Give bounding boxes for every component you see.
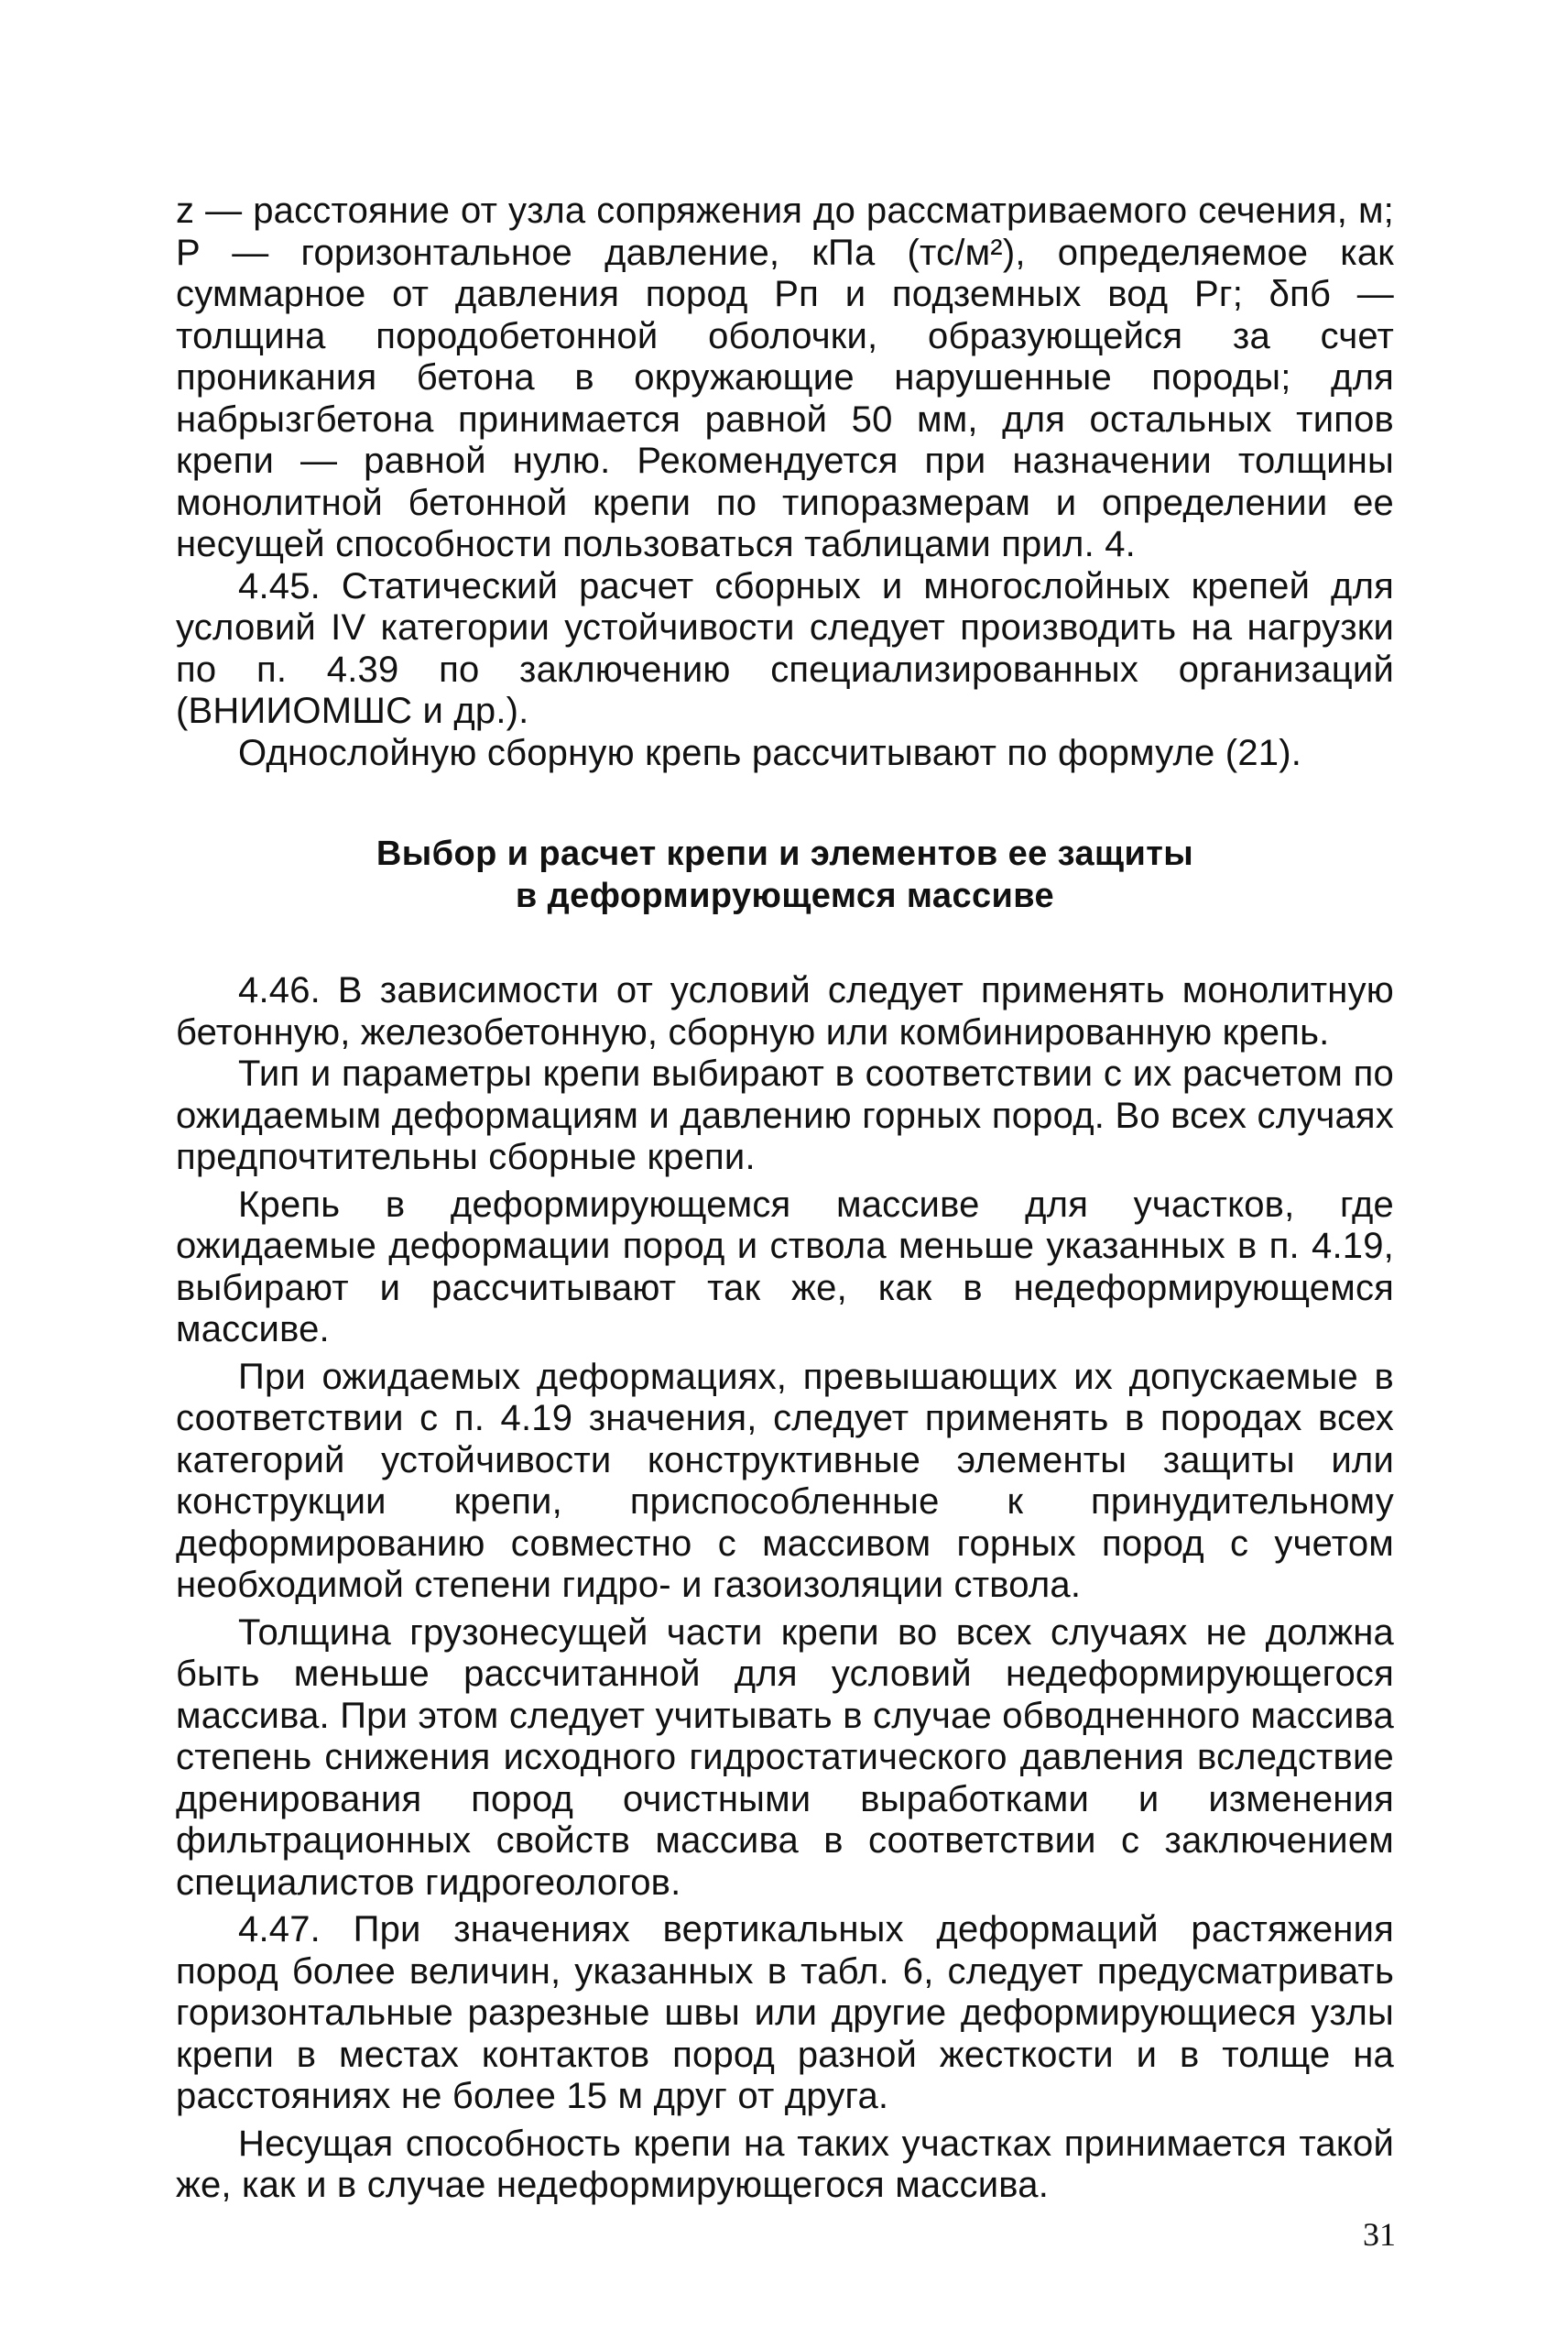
page-number: 31 xyxy=(1363,2216,1396,2253)
paragraph-expected-deformations: При ожидаемых деформациях, превышающих их допускаемые в соответствии с п. 4.19 значения, следует применять в породах всех категорий устойчивости конструктивные элементы защиты или конструкции крепи, приспособленные к принудительному деформированию совместно с массивом горных пород с учетом необходимой степени гидро- и газоизоляции ствола. xyxy=(176,1356,1394,1605)
paragraph-thickness: Толщина грузонесущей части крепи во всех случаях не должна быть меньше рассчитанной для условий недеформирующегося массива. При этом следует учитывать в случае обводненного массива степень снижения исходного гидростатического давления вследствие дренирования пород очистными выработками и изменения фильтрационных свойств массива в соответствии с заключением специалистов гидрогеологов. xyxy=(176,1611,1394,1903)
section-heading-line-2: в деформирующемся массиве xyxy=(515,877,1055,915)
paragraph-bearing-capacity: Несущая способность крепи на таких участках принимается такой же, как и в случае недеформирующегося массива. xyxy=(176,2123,1394,2205)
paragraph-type-params: Тип и параметры крепи выбирают в соответствии с их расчетом по ожидаемым деформациям и давлению горных пород. Во всех случаях предпочтительны сборные крепи. xyxy=(176,1054,1394,1177)
paragraph-deforming-sections: Крепь в деформирующемся массиве для участков, где ожидаемые деформации пород и ствола меньше указанных в п. 4.19, выбирают и рассчитывают так же, как в недеформирующемся массиве. xyxy=(176,1184,1394,1349)
paragraph-4-47: 4.47. При значениях вертикальных деформаций растяжения пород более величин, указанных в табл. 6, следует предусматривать горизонтальные разрезные швы или другие деформирующиеся узлы крепи в местах контактов пород разной жесткости и в толще на расстояниях не более 15 м друг от друга. xyxy=(176,1909,1394,2116)
paragraph-single-layer: Однослойную сборную крепь рассчитывают по формуле (21). xyxy=(238,732,1302,773)
section-heading xyxy=(176,833,1394,917)
paragraph-4-46: 4.46. В зависимости от условий следует применять монолитную бетонную, железобетонную, сборную или комбинированную крепь. xyxy=(176,970,1394,1053)
paragraph-4-45: 4.45. Статический расчет сборных и многослойных крепей для условий IV категории устойчивости следует производить на нагрузки по п. 4.39 по заключению специализированных организаций (ВНИИОМШС и др.). xyxy=(176,565,1394,731)
section-heading-line-1: Выбор и расчет крепи и элементов ее защиты xyxy=(376,835,1194,873)
page-content xyxy=(176,191,1394,2207)
paragraph-definitions: z — расстояние от узла сопряжения до рассматриваемого сечения, м; P — горизонтальное давление, кПа (тс/м²), определяемое как суммарное от давления пород Pп и подземных вод Pг; δпб — толщина породобетонной оболочки, образующейся за счет проникания бетона в окружающие нарушенные породы; для набрызгбетона принимается равной 50 мм, для остальных типов крепи — равной нулю. Рекомендуется при назначении толщины монолитной бетонной крепи по типоразмерам и определении ее несущей способности пользоваться таблицами прил. 4. xyxy=(176,191,1394,564)
